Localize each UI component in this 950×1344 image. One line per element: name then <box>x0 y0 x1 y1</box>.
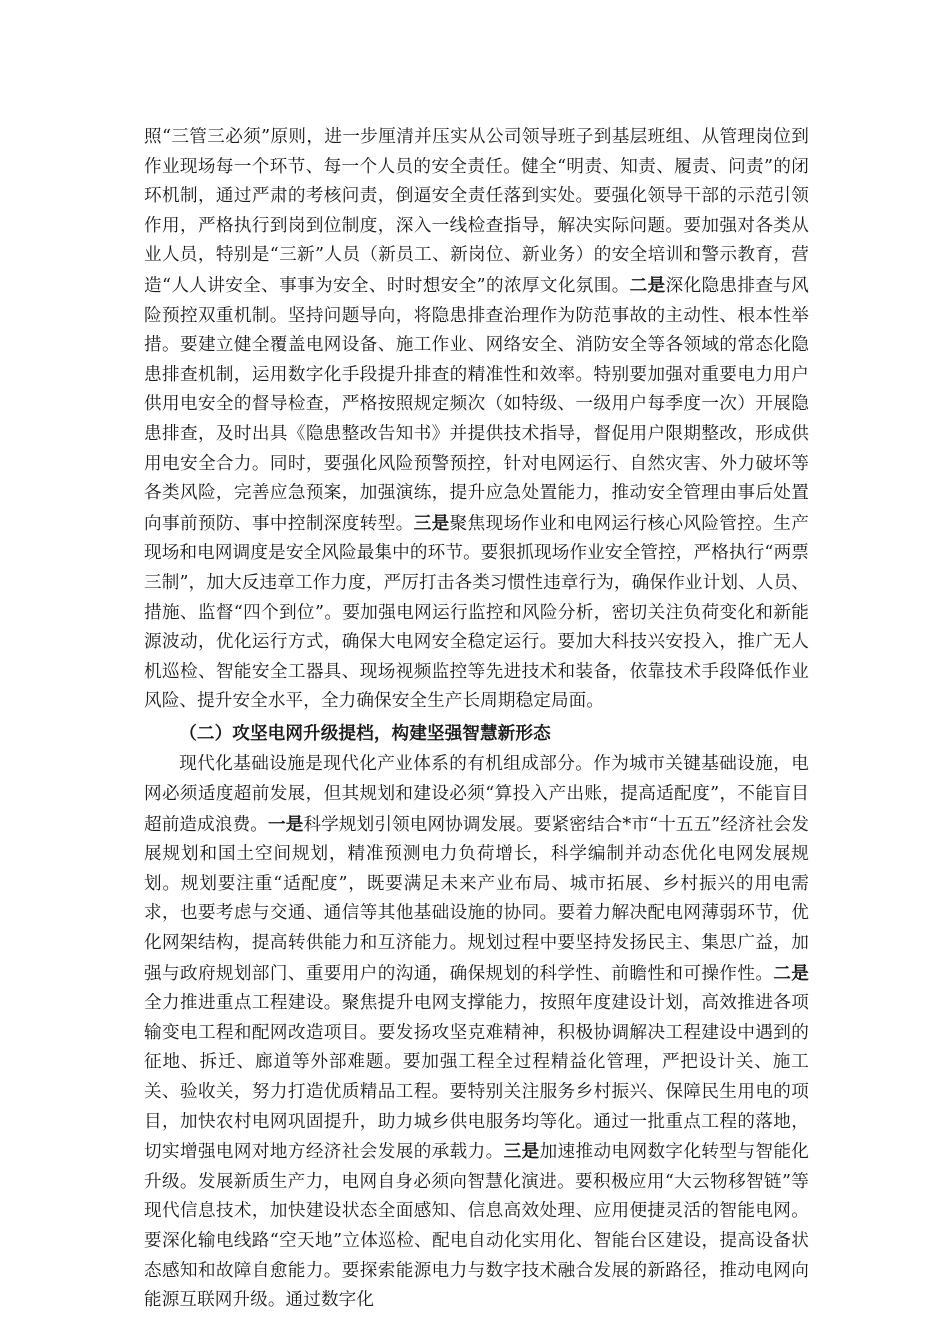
paragraph-text: 科学规划引领电网协调发展。要紧密结合*市“十五五”经济社会发展规划和国土空间规划，精准预测电力负荷增长，科学编制并动态优化电网发展规划。规划要注重“适配度”，既要满足未来产业布局、城市拓展、乡村振兴的用电需求，也要考虑与交通、通信等其他基础设施的协同。要着力解决配电网薄弱环节，优化网架结构，提高转供能力和互济能力。规划过程中要坚持发扬民主、集思广益，加强与政府规划部门、重要用户的沟通，确保规划的科学性、前瞻性和可操作性。 <box>144 814 809 984</box>
emphasis-text: 二是 <box>629 274 666 296</box>
section-heading: （二）攻坚电网升级提档，构建坚强智慧新形态 <box>179 722 551 744</box>
body-paragraph-1 <box>144 123 809 717</box>
paragraph-text: 现代化基础设施是现代化产业体系的有机组成部分。作为城市关键基础设施，电网必须适度超前发展，但其规划和建设必须“算投入产出账，提高适配度”，不能盲目超前造成浪费。 <box>144 754 809 835</box>
paragraph-text: 全力推进重点工程建设。聚焦提升电网支撑能力，按照年度建设计划，高效推进各项输变电工程和配网改造项目。要发扬攻坚克难精神，积极协调解决工程建设中遇到的征地、拆迁、廊道等外部难题。要加强工程全过程精益化管理，严把设计关、施工关、验收关，努力打造优质精品工程。要特别关注服务乡村振兴、保障民生用电的项目，加快农村电网巩固提升，助力城乡供电服务均等化。通过一批重点工程的落地，切实增强电网对地方经济社会发展的承载力。 <box>144 993 809 1163</box>
paragraph-text: 聚焦现场作业和电网运行核心风险管控。生产现场和电网调度是安全风险最集中的环节。要狠抓现场作业安全管控，严格执行“两票三制”，加大反违章工作力度，严厉打击各类习惯性违章行为，确保作业计划、人员、措施、监督“四个到位”。要加强电网运行监控和风险分析，密切关注负荷变化和新能源波动，优化运行方式，确保大电网安全稳定运行。要加大科技兴安投入，推广无人机巡检、智能安全工器具、现场视频监控等先进技术和装备，依靠技术手段降低作业风险、提升安全水平，全力确保安全生产长周期稳定局面。 <box>144 513 809 712</box>
document-page <box>144 123 809 1316</box>
emphasis-text: 三是 <box>413 512 450 534</box>
emphasis-text: 一是 <box>268 813 304 835</box>
emphasis-text: 二是 <box>773 962 809 984</box>
paragraph-text: 加速推动电网数字化转型与智能化升级。发展新质生产力，电网自身必须向智慧化演进。要积极应用“大云物移智链”等现代信息技术，加快建设状态全面感知、信息高效处理、应用便捷灵活的智能电网。要深化输电线路“空天地”立体巡检、配电自动化实用化、智能台区建设，提高设备状态感知和故障自愈能力。要探索能源电力与数字技术融合发展的新路径，推动电网向能源互联网升级。通过数字化 <box>144 1142 809 1311</box>
paragraph-text: 照“三管三必须”原则，进一步厘清并压实从公司领导班子到基层班组、从管理岗位到作业现场每一个环节、每一个人员的安全责任。健全“明责、知责、履责、问责”的闭环机制，通过严肃的考核问责，倒逼安全责任落到实处。要强化领导干部的示范引领作用，严格执行到岗到位制度，深入一线检查指导，解决实际问题。要加强对各类从业人员，特别是“三新”人员（新员工、新岗位、新业务）的安全培训和警示教育，营造“人人讲安全、事事为安全、时时想安全”的浓厚文化氛围。 <box>144 127 809 296</box>
body-paragraph-2 <box>144 750 809 1315</box>
paragraph-text: 深化隐患排查与风险预控双重机制。坚持问题导向，将隐患排查治理作为防范事故的主动性、根本性举措。要建立健全覆盖电网设备、施工作业、网络安全、消防安全等各领域的常态化隐患排查机制，运用数字化手段提升排查的精准性和效率。特别要加强对重要电力用户供用电安全的督导检查，严格按照规定频次（如特级、一级用户每季度一次）开展隐患排查，及时出具《隐患整改告知书》并提供技术指导，督促用户限期整改，形成供用电安全合力。同时，要强化风险预警预控，针对电网运行、自然灾害、外力破坏等各类风险，完善应急预案，加强演练，提升应急处置能力，推动安全管理由事后处置向事前预防、事中控制深度转型。 <box>144 275 809 534</box>
emphasis-text: 三是 <box>503 1141 540 1163</box>
